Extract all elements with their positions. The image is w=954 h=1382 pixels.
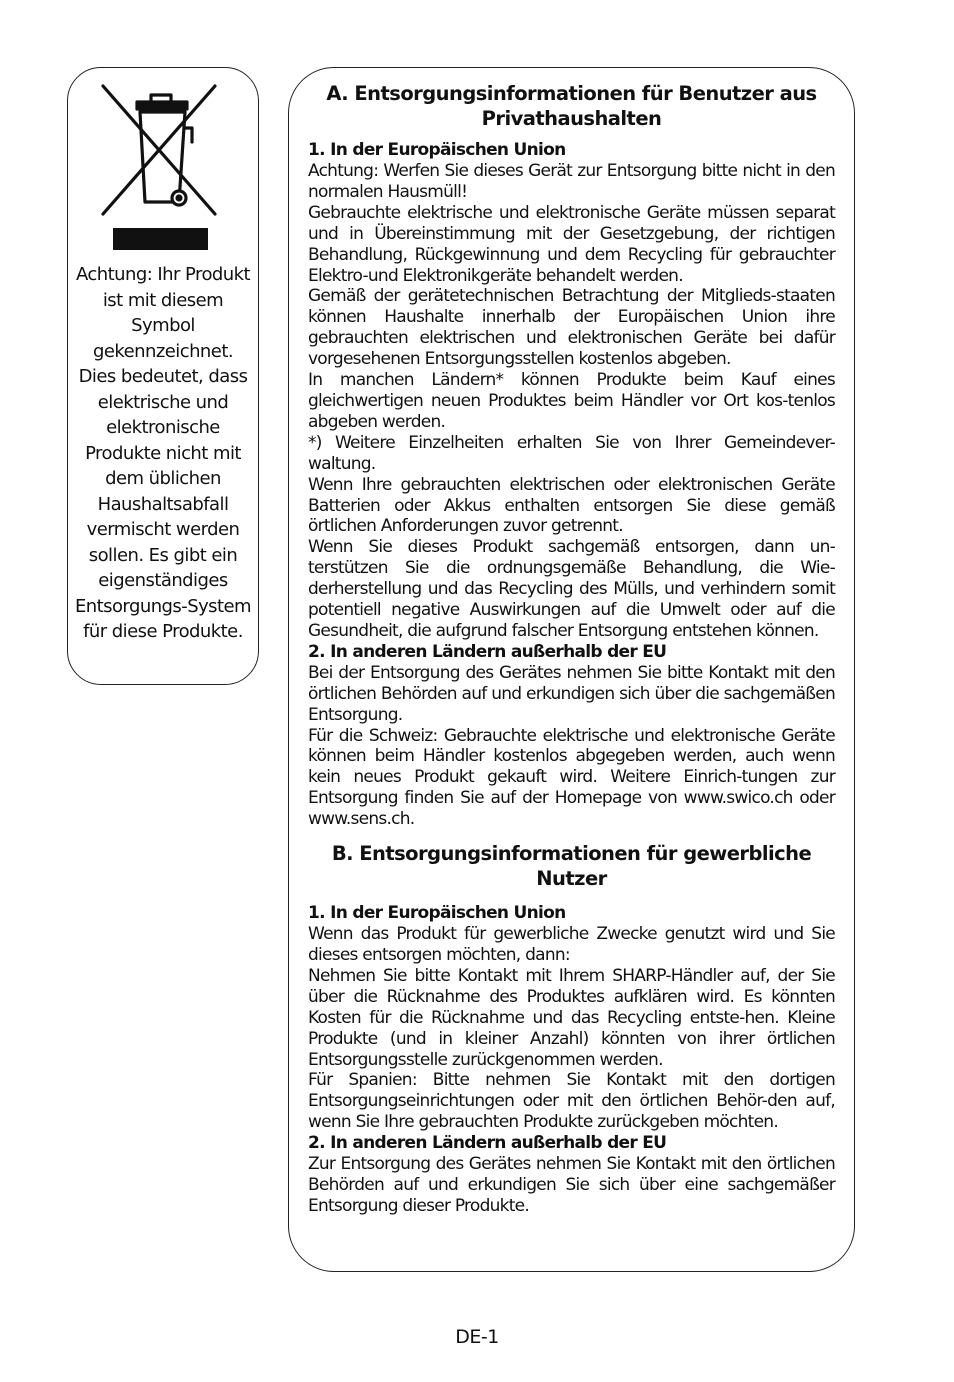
- section-b-subheading-eu: 1. In der Europäischen Union: [308, 903, 566, 924]
- section-a-paragraph: Gebrauchte elektrische und elektronische Geräte müssen separat und in Übereinstimmung mit der Gesetzgebung, der richtigen Behandlung, Rückgewinnung und dem Recycling für gebrauchter Elektro-und Elektronikgeräte behandelt werden.: [308, 202, 835, 286]
- section-a-title: A. Entsorgungsinformationen für Benutzer aus Privathaushalten: [326, 82, 817, 130]
- weee-info-box: [67, 67, 259, 685]
- section-b-paragraph: Für Spanien: Bitte nehmen Sie Kontakt mit den dortigen Entsorgungseinrichtungen oder mit den örtlichen Behör-den auf, wenn Sie Ihre gebrauchten Produkte zurückgeben möchten.: [308, 1070, 835, 1133]
- crossed-out-wheelie-bin-icon: [99, 82, 219, 218]
- section-a-paragraph: Bei der Entsorgung des Gerätes nehmen Sie bitte Kontakt mit den örtlichen Behörden auf und erkundigen sich über die sachgemäßen Entsorgung.: [308, 662, 835, 725]
- section-b-paragraph: Nehmen Sie bitte Kontakt mit Ihrem SHARP-Händler auf, der Sie über die Rücknahme des Produktes aufklären wird. Es könnten Kosten für die Rücknahme und das Recycling entste-hen. Kleine Produkte (und in kleiner Anzahl) könnten von ihrer örtlichen Entsorgungsstelle zurückgenommen werden.: [308, 965, 835, 1070]
- section-a-paragraph: Für die Schweiz: Gebrauchte elektrische und elektronische Geräte können beim Händler kostenlos abgegeben werden, auch wenn kein neues Produkt gekauft wird. Weitere Einrich-tungen zur Entsorgung finden Sie auf der Homepage von www.swico.ch oder www.sens.ch.: [308, 725, 835, 830]
- section-a-paragraph: Gemäß der gerätetechnischen Betrachtung der Mitglieds-staaten können Haushalte innerhalb der Europäischen Union ihre gebrauchten elektrischen und elektronischen Geräte bei dafür vorgesehenen Entsorgungsstellen kostenlos abgeben.: [308, 286, 835, 370]
- disposal-information-box: [288, 67, 855, 1272]
- section-a-paragraph: *) Weitere Einzelheiten erhalten Sie von Ihrer Gemeindever-waltung.: [308, 432, 835, 474]
- section-b-title: B. Entsorgungsinformationen für gewerbliche Nutzer: [331, 842, 812, 891]
- black-bar: [113, 228, 208, 250]
- section-a-subheading-non-eu: 2. In anderen Ländern außerhalb der EU: [308, 641, 667, 662]
- section-a-subheading-eu: 1. In der Europäischen Union: [308, 140, 566, 160]
- section-a-paragraph: Wenn Ihre gebrauchten elektrischen oder elektronischen Geräte Batterien oder Akkus enthalten entsorgen Sie diese gemäß örtlichen Anforderungen zuvor getrennt.: [308, 474, 835, 537]
- page-number: DE-1: [455, 1326, 499, 1348]
- section-b-subheading-non-eu: 2. In anderen Ländern außerhalb der EU: [308, 1133, 667, 1154]
- weee-symbol-explanation: Achtung: Ihr Produkt ist mit diesem Symbol gekennzeichnet. Dies bedeutet, dass elektrische und elektronische Produkte nicht mit dem üblichen Haushaltsabfall vermischt werden sollen. Es gibt ein eigenständiges Entsorgungs-System für diese Produkte.: [74, 264, 252, 642]
- section-a-paragraph: Achtung: Werfen Sie dieses Gerät zur Entsorgung bitte nicht in den normalen Hausmüll!: [308, 161, 835, 202]
- section-a-paragraph: Wenn Sie dieses Produkt sachgemäß entsorgen, dann un-terstützen Sie die ordnungsgemäße Behandlung, die Wie-derherstellung und das Recycling des Mülls, und verhindern somit potentiell negative Auswirkungen auf die Umwelt oder auf die Gesundheit, die aufgrund falscher Entsorgung entstehen können.: [308, 537, 835, 641]
- section-a-paragraph: In manchen Ländern* können Produkte beim Kauf eines gleichwertigen neuen Produktes beim Händler vor Ort kos-tenlos abgeben werden.: [308, 370, 835, 432]
- section-b-paragraph: Wenn das Produkt für gewerbliche Zwecke genutzt wird und Sie dieses entsorgen möchten, dann:: [308, 924, 835, 965]
- section-b-paragraph: Zur Entsorgung des Gerätes nehmen Sie Kontakt mit den örtlichen Behörden auf und erkundigen Sie sich über eine sachgemäßer Entsorgung dieser Produkte.: [308, 1154, 835, 1216]
